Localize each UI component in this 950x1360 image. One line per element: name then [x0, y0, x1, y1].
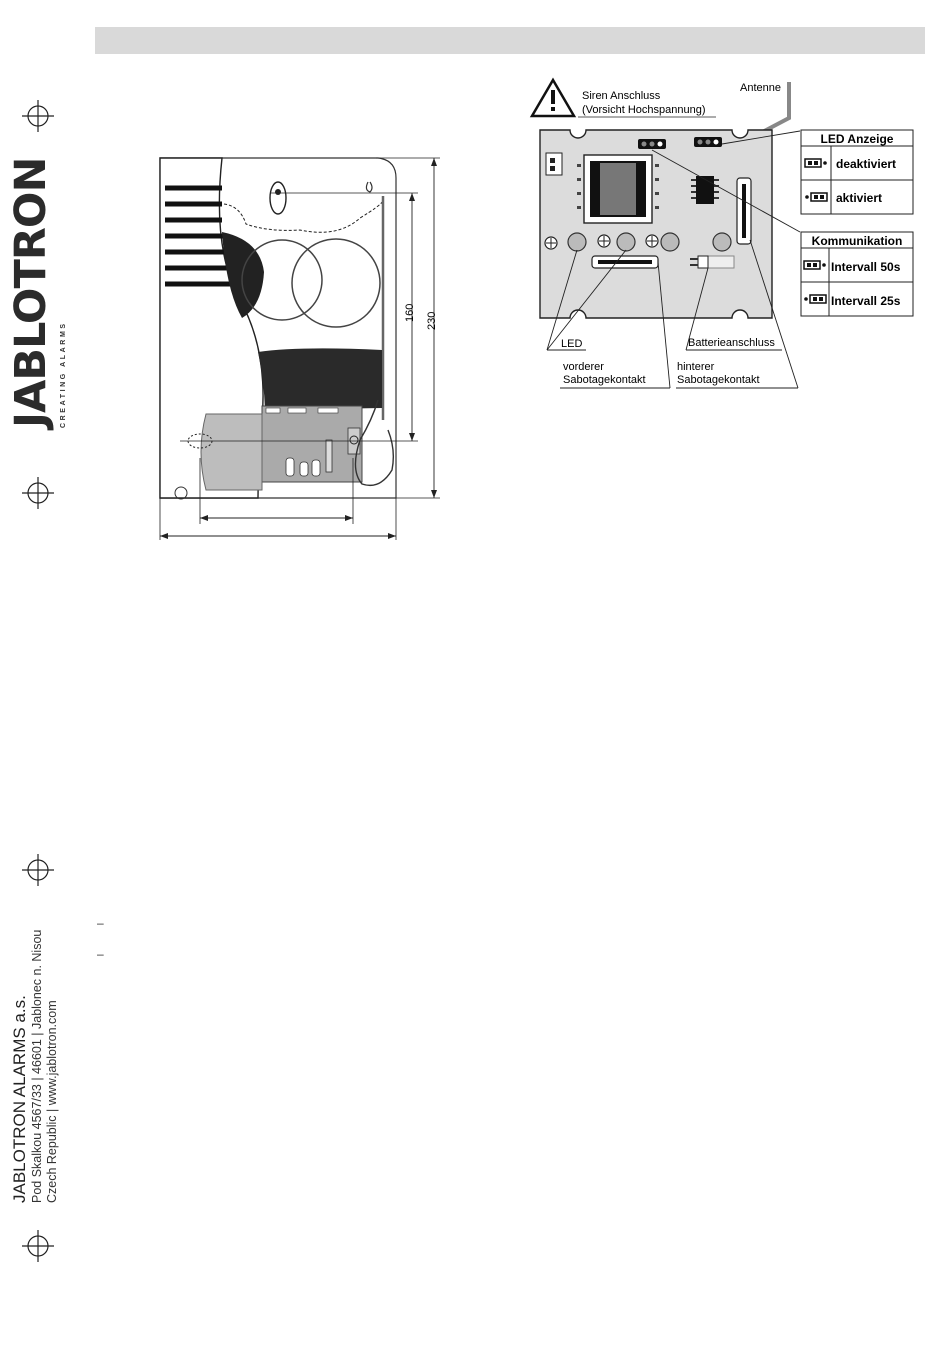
siren-warning-label: (Vorsicht Hochspannung): [582, 104, 706, 116]
company-name: JABLOTRON ALARMS a.s.: [10, 995, 29, 1203]
registration-mark-icon: [22, 477, 54, 509]
front-tamper-label-2: Sabotagekontakt: [563, 374, 646, 386]
led-row-activated: aktiviert: [836, 191, 883, 205]
company-info: [10, 930, 60, 1203]
registration-mark-icon: [22, 100, 54, 132]
bullet-dash: –: [97, 947, 104, 961]
header-bar: [95, 27, 925, 54]
led-table-title: LED Anzeige: [820, 132, 894, 146]
comm-row-25s: Intervall 25s: [831, 294, 901, 308]
siren-label: Siren Anschluss: [582, 90, 661, 102]
jumper-communication: [694, 137, 722, 147]
company-address: Pod Skalkou 4567/33 | 46601 | Jablonec n. Nisou: [30, 929, 44, 1203]
jumper-led: [638, 139, 666, 149]
comm-row-50s: Intervall 50s: [831, 260, 901, 274]
jablotron-logo: [6, 157, 68, 430]
rear-tamper-label-2: Sabotagekontakt: [677, 374, 760, 386]
rear-tamper-label-1: hinterer: [677, 361, 715, 373]
front-tamper-label-1: vorderer: [563, 361, 604, 373]
comm-table-title: Kommunikation: [811, 234, 903, 248]
battery-label: Batterieanschluss: [688, 337, 775, 349]
registration-mark-icon: [22, 854, 54, 886]
antenna-label: Antenne: [740, 82, 781, 94]
led-table: [801, 130, 913, 214]
battery-block: [258, 348, 382, 410]
led-label: LED: [561, 338, 583, 350]
dimension-160: 160: [404, 303, 416, 322]
logo-brand: JABLOTRON: [6, 157, 56, 428]
device-dimension-drawing: [150, 150, 450, 550]
communication-table: [801, 232, 913, 316]
logo-tagline: CREATING ALARMS: [60, 321, 67, 428]
led-row-deactivated: deaktiviert: [836, 157, 897, 171]
dimension-230: 230: [426, 311, 438, 330]
board-diagram: [525, 75, 920, 395]
bullet-dash: –: [97, 916, 104, 930]
registration-mark-icon: [22, 1230, 54, 1262]
company-web: Czech Republic | www.jablotron.com: [45, 1000, 59, 1203]
